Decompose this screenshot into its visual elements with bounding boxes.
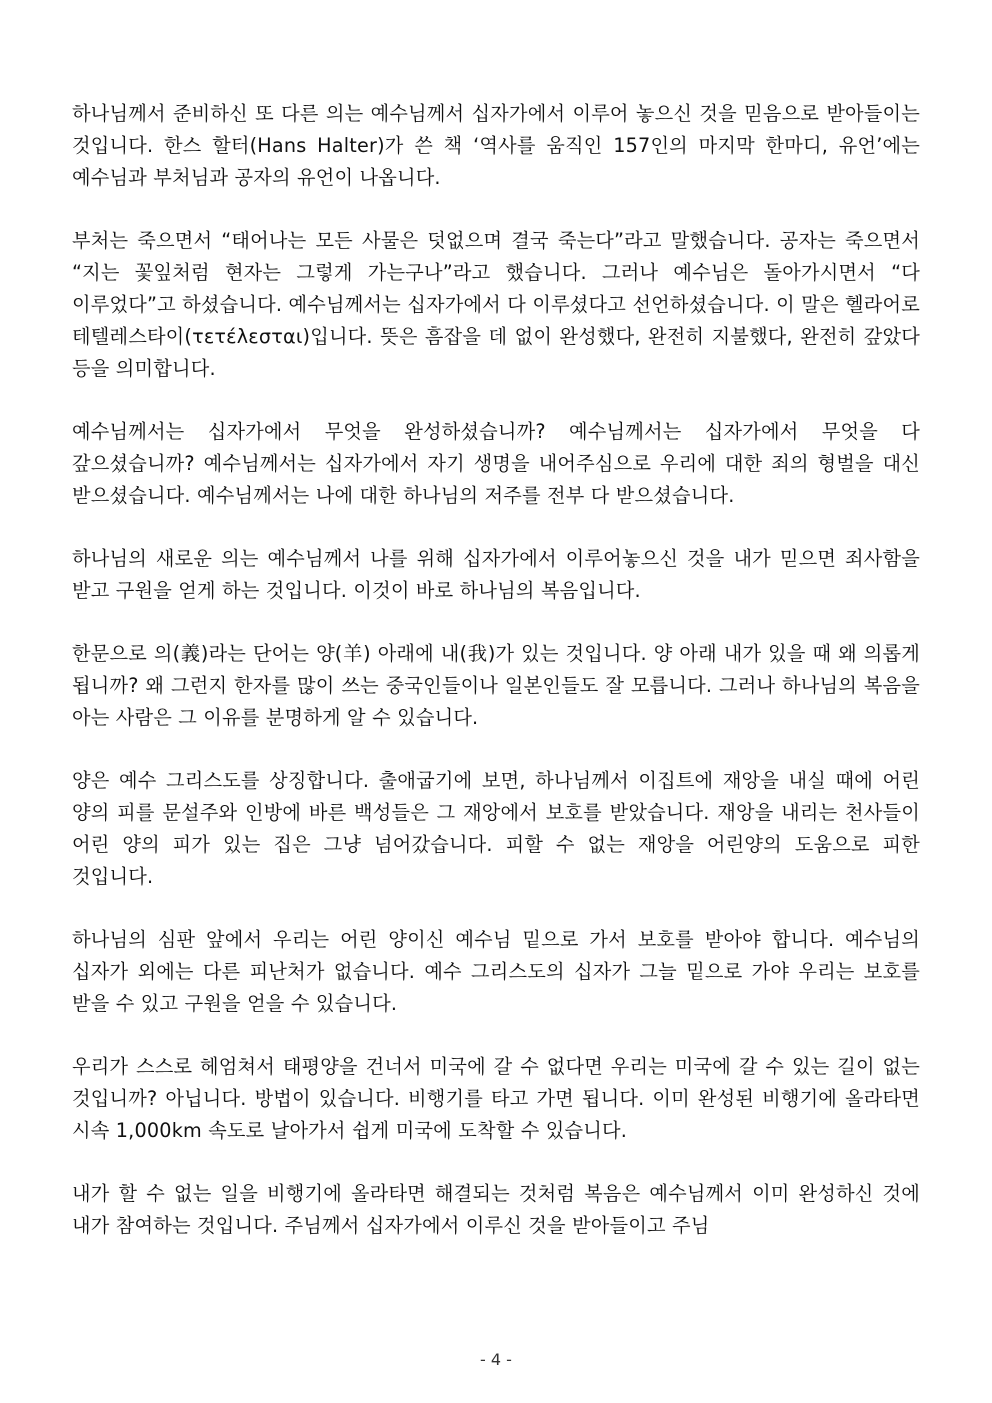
paragraph-9: 내가 할 수 없는 일을 비행기에 올라타면 해결되는 것처럼 복음은 예수님께서 이미 완성하신 것에 내가 참여하는 것입니다. 주님께서 십자가에서 이루신 것을 받아들이고 주님 (72, 1182, 920, 1237)
paragraph-7: 하나님의 심판 앞에서 우리는 어린 양이신 예수님 밑으로 가서 보호를 받아야 합니다. 예수님의 십자가 외에는 다른 피난처가 없습니다. 예수 그리스도의 십자가 그늘 밑으로 가야 우리는 보호를 받을 수 있고 구원을 얻을 수 있습니다. (72, 928, 920, 1015)
document-body (72, 98, 920, 1273)
paragraph-2: 부처는 죽으면서 “태어나는 모든 사물은 덧없으며 결국 죽는다”라고 말했습니다. 공자는 죽으면서 “지는 꽃잎처럼 현자는 그렇게 가는구나”라고 했습니다. 그러나 예수님은 돌아가시면서 “다 이루었다”고 하셨습니다. 예수님께서는 십자가에서 다 이루셨다고 선언하셨습니다. 이 말은 헬라어로 테텔레스타이(τετέλεσται)입니다. 뜻은 흠잡을 데 없이 완성했다, 완전히 지불했다, 완전히 갚았다 등을 의미합니다. (72, 229, 920, 380)
paragraph-3: 예수님께서는 십자가에서 무엇을 완성하셨습니까? 예수님께서는 십자가에서 무엇을 다 갚으셨습니까? 예수님께서는 십자가에서 자기 생명을 내어주심으로 우리에 대한 죄의 형벌을 대신 받으셨습니다. 예수님께서는 나에 대한 하나님의 저주를 전부 다 받으셨습니다. (72, 420, 920, 507)
page-number: - 4 - (480, 1350, 512, 1369)
paragraph-6: 양은 예수 그리스도를 상징합니다. 출애굽기에 보면, 하나님께서 이집트에 재앙을 내실 때에 어린 양의 피를 문설주와 인방에 바른 백성들은 그 재앙에서 보호를 받았습니다. 재앙을 내리는 천사들이 어린 양의 피가 있는 집은 그냥 넘어갔습니다. 피할 수 없는 재앙을 어린양의 도움으로 피한 것입니다. (72, 769, 920, 888)
paragraph-5: 한문으로 의(義)라는 단어는 양(羊) 아래에 내(我)가 있는 것입니다. 양 아래 내가 있을 때 왜 의롭게 됩니까? 왜 그런지 한자를 많이 쓰는 중국인들이나 일본인들도 잘 모릅니다. 그러나 하나님의 복음을 아는 사람은 그 이유를 분명하게 알 수 있습니다. (72, 642, 920, 729)
paragraph-1: 하나님께서 준비하신 또 다른 의는 예수님께서 십자가에서 이루어 놓으신 것을 믿음으로 받아들이는 것입니다. 한스 할터(Hans Halter)가 쓴 책 ‘역사를 움직인 157인의 마지막 한마디, 유언’에는 예수님과 부처님과 공자의 유언이 나옵니다. (72, 102, 920, 189)
paragraph-4: 하나님의 새로운 의는 예수님께서 나를 위해 십자가에서 이루어놓으신 것을 내가 믿으면 죄사함을 받고 구원을 얻게 하는 것입니다. 이것이 바로 하나님의 복음입니다. (72, 547, 920, 602)
paragraph-8: 우리가 스스로 헤엄쳐서 태평양을 건너서 미국에 갈 수 없다면 우리는 미국에 갈 수 있는 길이 없는 것입니까? 아닙니다. 방법이 있습니다. 비행기를 타고 가면 됩니다. 이미 완성된 비행기에 올라타면 시속 1,000km 속도로 날아가서 쉽게 미국에 도착할 수 있습니다. (72, 1055, 920, 1142)
